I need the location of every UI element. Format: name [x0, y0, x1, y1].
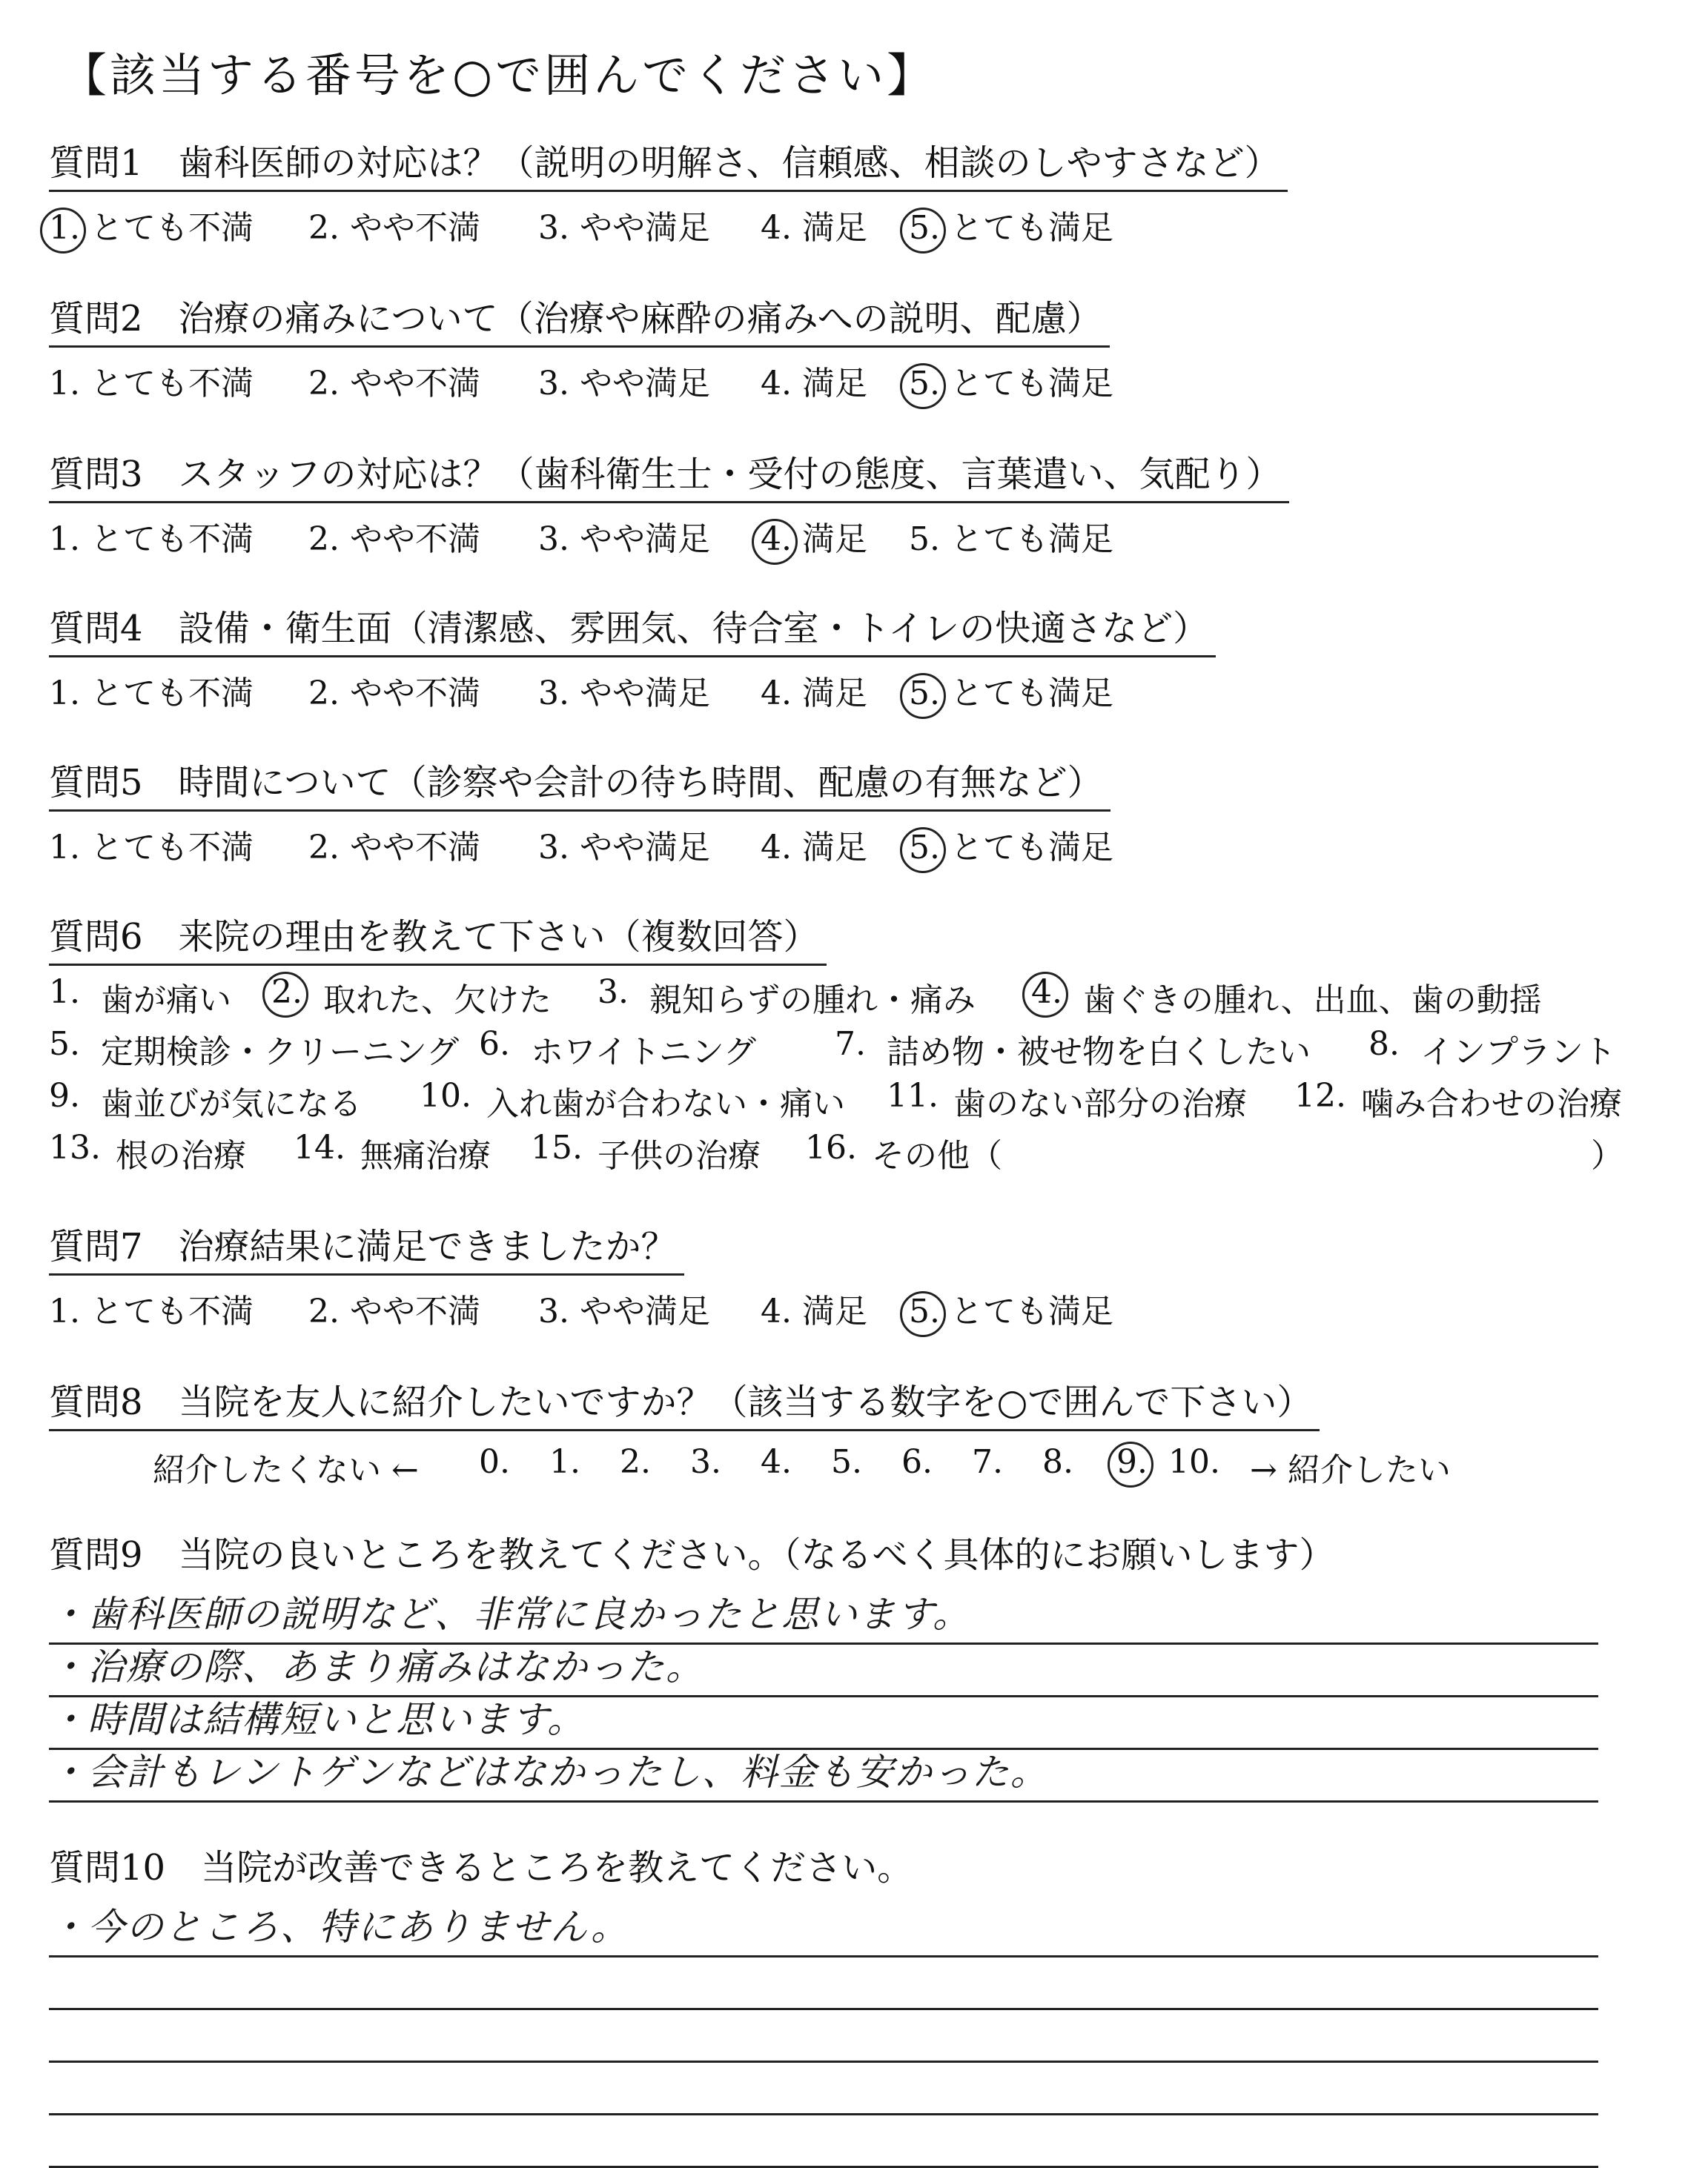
scale-3[interactable]: 3.	[690, 1443, 721, 1481]
reason-16-label: その他（	[872, 1137, 1002, 1175]
question-9-answer-lines	[49, 1592, 1665, 1803]
reason-9-number[interactable]: 9.	[49, 1077, 80, 1115]
option-4-number[interactable]: 4.	[761, 829, 792, 866]
option-1-label: とても不満	[90, 1293, 254, 1330]
option-5-label: とても満足	[950, 1293, 1113, 1330]
scale-1[interactable]: 1.	[549, 1443, 580, 1481]
scale-0[interactable]: 0.	[479, 1443, 510, 1481]
recommend-left-label: 紹介したくない ←	[153, 1451, 419, 1489]
option-5-number[interactable]: 5.	[909, 520, 940, 558]
reason-15-number[interactable]: 15.	[531, 1129, 583, 1167]
option-1-number[interactable]: 1.	[49, 209, 80, 247]
answer-line[interactable]	[49, 1750, 1598, 1803]
option-2-label: やや不満	[349, 829, 480, 866]
question-1-title: 質問1 歯科医師の対応は？（説明の明解さ、信頼感、相談のしやすさなど）	[49, 141, 1288, 192]
option-3-number[interactable]: 3.	[538, 674, 569, 712]
reason-row-2	[49, 1025, 1665, 1077]
option-1-label: とても不満	[90, 209, 254, 247]
option-1-label: とても不満	[90, 365, 254, 402]
option-5-label: とても満足	[950, 674, 1113, 712]
question-6-title: 質問6 来院の理由を教えて下さい（複数回答）	[49, 915, 827, 966]
option-3-label: やや満足	[579, 674, 710, 712]
option-2-label: やや不満	[349, 520, 480, 558]
option-4-number[interactable]: 4.	[761, 209, 792, 247]
question-5-title: 質問5 時間について（診察や会計の待ち時間、配慮の有無など）	[49, 760, 1110, 812]
option-3-label: やや満足	[579, 829, 710, 866]
recommend-scale	[49, 1443, 1665, 1488]
scale-8[interactable]: 8.	[1042, 1443, 1073, 1481]
reason-8-number[interactable]: 8.	[1368, 1025, 1400, 1063]
reason-14-label: 無痛治療	[360, 1137, 491, 1175]
reason-row-3	[49, 1077, 1665, 1129]
option-5-label: とても満足	[950, 365, 1113, 402]
reason-15-label: 子供の治療	[598, 1137, 761, 1175]
question-7-options	[49, 1284, 1665, 1329]
question-2-options	[49, 357, 1665, 401]
question-3-title: 質問3 スタッフの対応は？（歯科衛生士・受付の態度、言葉遣い、気配り）	[49, 452, 1289, 503]
question-5-options	[49, 821, 1665, 865]
handwritten-answer: ・会計もレントゲンなどはなかったし、料金も安かった。	[49, 1751, 1049, 1794]
option-5-label: とても満足	[950, 520, 1113, 558]
scale-5[interactable]: 5.	[831, 1443, 862, 1481]
question-10	[49, 1846, 1665, 2168]
option-2-label: やや不満	[349, 209, 480, 247]
question-2-title: 質問2 治療の痛みについて（治療や麻酔の痛みへの説明、配慮）	[49, 296, 1110, 348]
reason-10-label: 入れ歯が合わない・痛い	[486, 1085, 845, 1123]
option-2-number[interactable]: 2.	[308, 674, 340, 712]
handwritten-answer: ・歯科医師の説明など、非常に良かったと思います。	[49, 1593, 971, 1636]
reason-5-label: 定期検診・クリーニング	[101, 1033, 460, 1071]
question-4	[49, 606, 1665, 711]
instruction-header: 【該当する番号を○で囲んでください】	[61, 48, 936, 102]
handwritten-answer: ・時間は結構短いと思います。	[49, 1698, 586, 1741]
handwritten-answer: ・今のところ、特にありません。	[49, 1906, 629, 1949]
reason-2-number[interactable]: 2.	[271, 973, 302, 1011]
reason-1-label: 歯が痛い	[101, 981, 231, 1019]
reason-11-label: 歯のない部分の治療	[953, 1085, 1247, 1123]
option-3-number[interactable]: 3.	[538, 1293, 569, 1330]
reason-8-label: インプラント	[1420, 1033, 1616, 1071]
question-6-reasons	[49, 973, 1665, 1181]
answer-line[interactable]	[49, 2063, 1598, 2115]
reason-16-close: ）	[1591, 1137, 1623, 1175]
question-1	[49, 141, 1665, 245]
option-3-label: やや満足	[579, 365, 710, 402]
scale-7[interactable]: 7.	[972, 1443, 1003, 1481]
option-2-label: やや不満	[349, 1293, 480, 1330]
scale-4[interactable]: 4.	[761, 1443, 792, 1481]
reason-12-label: 噛み合わせの治療	[1361, 1085, 1622, 1123]
reason-16-number[interactable]: 16.	[805, 1129, 857, 1167]
option-2-label: やや不満	[349, 674, 480, 712]
option-5-number[interactable]: 5.	[909, 674, 940, 712]
option-5-label: とても満足	[950, 209, 1113, 247]
reason-3-label: 親知らずの腫れ・痛み	[649, 981, 976, 1019]
question-1-options	[49, 201, 1665, 245]
reason-5-number[interactable]: 5.	[49, 1025, 80, 1063]
reason-13-number[interactable]: 13.	[49, 1129, 101, 1167]
question-6	[49, 915, 1665, 1181]
question-4-title: 質問4 設備・衛生面（清潔感、雰囲気、待合室・トイレの快適さなど）	[49, 606, 1216, 657]
option-4-label: 満足	[801, 1293, 867, 1330]
scale-2[interactable]: 2.	[620, 1443, 651, 1481]
option-2-number[interactable]: 2.	[308, 1293, 340, 1330]
option-2-number[interactable]: 2.	[308, 365, 340, 402]
reason-13-label: 根の治療	[116, 1137, 246, 1175]
option-4-label: 満足	[801, 365, 867, 402]
scale-10[interactable]: 10.	[1168, 1443, 1220, 1481]
answer-line[interactable]	[49, 1958, 1598, 2010]
option-3-label: やや満足	[579, 1293, 710, 1330]
option-2-number[interactable]: 2.	[308, 520, 340, 558]
option-5-label: とても満足	[950, 829, 1113, 866]
reason-6-label: ホワイトニング	[531, 1033, 757, 1071]
option-4-number[interactable]: 4.	[761, 520, 792, 558]
option-1-label: とても不満	[90, 520, 254, 558]
reason-9-label: 歯並びが気になる	[101, 1085, 362, 1123]
scale-9[interactable]: 9.	[1116, 1443, 1148, 1481]
option-2-number[interactable]: 2.	[308, 829, 340, 866]
reason-2-label: 取れた、欠けた	[323, 981, 552, 1019]
option-4-number[interactable]: 4.	[761, 1293, 792, 1330]
option-4-label: 満足	[801, 674, 867, 712]
answer-line[interactable]	[49, 2115, 1598, 2168]
reason-4-number[interactable]: 4.	[1031, 973, 1062, 1011]
question-8	[49, 1380, 1665, 1488]
option-5-number[interactable]: 5.	[909, 1293, 940, 1330]
option-3-number[interactable]: 3.	[538, 209, 569, 247]
option-5-number[interactable]: 5.	[909, 209, 940, 247]
reason-6-number[interactable]: 6.	[479, 1025, 510, 1063]
question-3-options	[49, 512, 1665, 557]
question-10-title: 質問10 当院が改善できるところを教えてください。	[49, 1847, 913, 1889]
option-3-label: やや満足	[579, 209, 710, 247]
option-4-number[interactable]: 4.	[761, 674, 792, 712]
option-4-label: 満足	[801, 520, 867, 558]
option-3-number[interactable]: 3.	[538, 829, 569, 866]
handwritten-answer: ・治療の際、あまり痛みはなかった。	[49, 1645, 704, 1688]
option-3-label: やや満足	[579, 520, 710, 558]
reason-row-1	[49, 973, 1665, 1025]
option-4-number[interactable]: 4.	[761, 365, 792, 402]
option-1-label: とても不満	[90, 674, 254, 712]
reason-4-label: 歯ぐきの腫れ、出血、歯の動揺	[1083, 981, 1542, 1019]
answer-line[interactable]	[49, 1905, 1598, 1958]
reason-1-number[interactable]: 1.	[49, 973, 80, 1011]
reason-7-number[interactable]: 7.	[835, 1025, 866, 1063]
option-1-number[interactable]: 1.	[49, 520, 80, 558]
option-4-label: 満足	[801, 209, 867, 247]
option-5-number[interactable]: 5.	[909, 365, 940, 402]
option-3-number[interactable]: 3.	[538, 365, 569, 402]
question-5	[49, 760, 1665, 865]
reason-14-number[interactable]: 14.	[294, 1129, 345, 1167]
question-9	[49, 1533, 1665, 1803]
question-8-title: 質問8 当院を友人に紹介したいですか？（該当する数字を○で囲んで下さい）	[49, 1380, 1320, 1431]
recommend-right-label: → 紹介したい	[1250, 1451, 1451, 1489]
reason-row-4	[49, 1129, 1665, 1181]
answer-line[interactable]	[49, 2010, 1598, 2063]
reason-3-number[interactable]: 3.	[598, 973, 629, 1011]
option-1-number[interactable]: 1.	[49, 365, 80, 402]
option-2-label: やや不満	[349, 365, 480, 402]
question-10-answer-lines	[49, 1905, 1665, 2168]
option-1-number[interactable]: 1.	[49, 829, 80, 866]
question-7-title: 質問7 治療結果に満足できましたか？	[49, 1224, 684, 1276]
scale-6[interactable]: 6.	[901, 1443, 933, 1481]
option-1-number[interactable]: 1.	[49, 674, 80, 712]
option-1-number[interactable]: 1.	[49, 1293, 80, 1330]
question-7	[49, 1224, 1665, 1329]
option-1-label: とても不満	[90, 829, 254, 866]
option-3-number[interactable]: 3.	[538, 520, 569, 558]
reason-12-number[interactable]: 12.	[1294, 1077, 1346, 1115]
option-2-number[interactable]: 2.	[308, 209, 340, 247]
reason-10-number[interactable]: 10.	[420, 1077, 471, 1115]
question-2	[49, 296, 1665, 401]
reason-7-label: 詰め物・被せ物を白くしたい	[887, 1033, 1311, 1071]
option-4-label: 満足	[801, 829, 867, 866]
question-3	[49, 452, 1665, 557]
option-5-number[interactable]: 5.	[909, 829, 940, 866]
question-4-options	[49, 666, 1665, 711]
question-9-title: 質問9 当院の良いところを教えてください。（なるべく具体的にお願いします）	[49, 1534, 1335, 1576]
reason-11-number[interactable]: 11.	[887, 1077, 939, 1115]
